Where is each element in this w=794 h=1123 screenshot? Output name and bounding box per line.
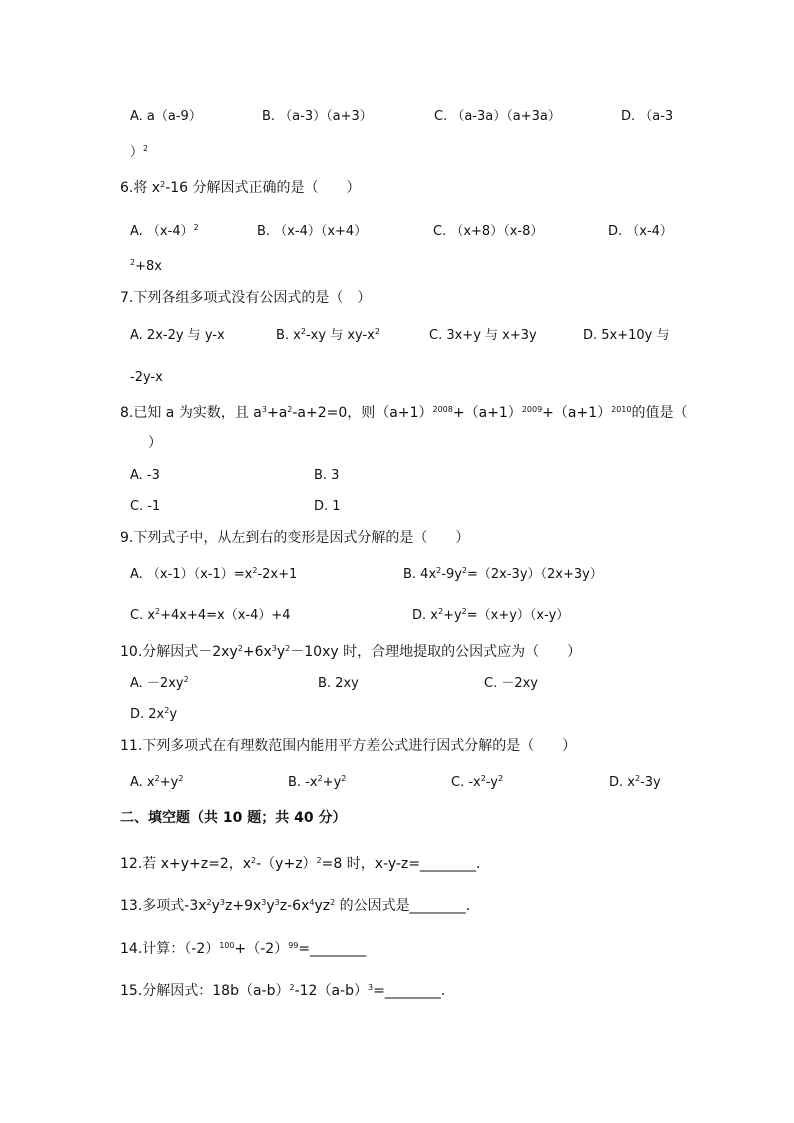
- q10-option-d: D. $2x^2y$: [130, 706, 178, 722]
- q8-option-c: C. -1: [130, 499, 161, 514]
- q7-option-c: C. 3x+y 与 x+3y: [429, 328, 537, 343]
- q8-stem-wrap: ）: [120, 435, 162, 451]
- q9-option-a: A. $(x-1)(x-1)=x^2-2x+1$: [130, 566, 298, 582]
- q10-option-a: A. $-2xy^2$: [130, 675, 189, 691]
- q9-option-b: B. $4x^2-9y^2=(2x-3y)(2x+3y)$: [403, 566, 603, 582]
- q7-option-d-wrap: -2y-x: [130, 370, 163, 385]
- q5-option-b: B. （a-3）（a+3）: [262, 109, 373, 124]
- q11-option-c: C. $-x^2-y^2$: [451, 774, 504, 790]
- q10-stem: 10.分解因式$-2xy^2+6x^3y^2-10xy$ 时，合理地提取的公因式应为（ ）: [120, 644, 582, 660]
- q12-stem: 12.若 x+y+z=2，$x^2-(y+z)^2=8$ 时，x-y-z=________.: [120, 856, 481, 872]
- q6-option-b: B. （x-4）（x+4）: [257, 224, 368, 239]
- q7-option-a: A. 2x-2y 与 y-x: [130, 328, 225, 343]
- q8-option-a: A. -3: [130, 468, 160, 483]
- q15-stem: 15.分解因式：$18b(a-b)^2-12(a-b)^3=\_\_\_\_\_\_\_\_$.: [120, 983, 446, 999]
- q6-stem: 6.将 $x^2-16$ 分解因式正确的是（ ）: [120, 180, 361, 196]
- q9-stem: 9.下列式子中，从左到右的变形是因式分解的是（ ）: [120, 530, 470, 546]
- q11-option-d: D. $x^2-3y$: [609, 774, 661, 790]
- section-heading-fill-in: 二、填空题（共 10 题；共 40 分）: [120, 810, 347, 826]
- q8-option-d: D. 1: [314, 499, 341, 514]
- q10-option-b: B. 2xy: [318, 676, 359, 691]
- q7-option-d: D. 5x+10y 与: [583, 328, 670, 343]
- q11-stem: 11.下列多项式在有理数范围内能用平方差公式进行因式分解的是（ ）: [120, 738, 577, 754]
- q7-option-b: B. $x^2-xy$ 与 $xy-x^2$: [276, 327, 380, 343]
- q14-stem: 14.计算：$(-2)^{100}+(-2)^{99}=\_\_\_\_\_\_\_\_$: [120, 941, 367, 957]
- q8-stem: 8.已知 a 为实数，且 $a^3+a^2-a+2=0$，则$(a+1)^{2008}+(a+1)^{2009}+(a+1)^{2010}$的值是（: [120, 405, 688, 421]
- q10-option-c: C. －2xy: [484, 676, 538, 691]
- q11-option-b: B. $-x^2+y^2$: [288, 774, 347, 790]
- q9-option-d: D. $x^2+y^2=(x+y)(x-y)$: [412, 607, 570, 623]
- q5-option-a: A. a（a-9）: [130, 109, 202, 124]
- q6-option-a: A. $(x-4)^2$: [130, 223, 199, 239]
- q6-option-c: C. （x+8）（x-8）: [433, 224, 544, 239]
- q5-option-d: D. （a-3: [621, 109, 674, 124]
- q8-option-b: B. 3: [314, 468, 340, 483]
- q9-option-c: C. $x^2+4x+4=x(x-4)+4$: [130, 607, 291, 623]
- q11-option-a: A. $x^2+y^2$: [130, 774, 184, 790]
- q6-option-d: D. （x-4）: [608, 224, 673, 239]
- q7-stem: 7.下列各组多项式没有公因式的是（ ）: [120, 290, 372, 306]
- q5-option-d-wrap: ）$^2$: [130, 144, 149, 160]
- q6-option-d-wrap: $^2$+8x: [130, 258, 162, 274]
- q5-option-c: C. （a-3a）（a+3a）: [434, 109, 561, 124]
- q13-stem: 13.多项式$-3x^2y^3z+9x^3y^3z-6x^4yz^2$ 的公因式是________.: [120, 898, 471, 914]
